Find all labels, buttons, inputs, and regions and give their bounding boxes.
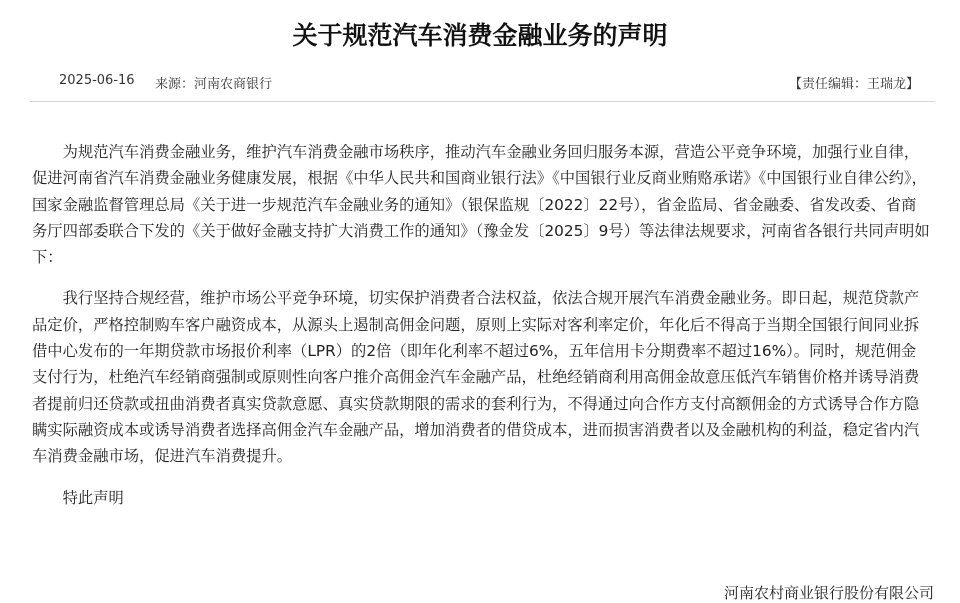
responsible-editor: 【责任编辑：王瑞龙】 bbox=[788, 77, 919, 92]
issuer-signature: 河南农村商业银行股份有限公司 bbox=[723, 584, 934, 602]
article-body bbox=[32, 139, 930, 526]
paragraph-intro: 为规范汽车消费金融业务，维护汽车消费金融市场秩序，推动汽车金融业务回归服务本源，营造公平竞争环境，加强行业自律，促进河南省汽车消费金融业务健康发展，根据《中华人民共和国商业银行法》《中国银行业反商业贿赂承诺》《中国银行业自律公约》，国家金融监督管理总局《关于进一步规范汽车金融业务的通知》（银保监规〔2022〕22号），省金监局、省金融委、省发改委、省商务厅四部委联合下发的《关于做好金融支持扩大消费工作的通知》（豫金发〔2025〕9号）等法律法规要求，河南省各银行共同声明如下： bbox=[32, 143, 930, 267]
article-title: 关于规范汽车消费金融业务的声明 bbox=[292, 21, 668, 50]
paragraph-closing: 特此声明 bbox=[62, 488, 124, 507]
publish-date: 2025-06-16 bbox=[59, 73, 135, 88]
article-source: 来源：河南农商银行 bbox=[155, 77, 273, 92]
article-meta bbox=[59, 73, 919, 93]
header-divider bbox=[30, 101, 935, 102]
paragraph-commitment: 我行坚持合规经营，维护市场公平竞争环境，切实保护消费者合法权益，依法合规开展汽车消费金融业务。即日起，规范贷款产品定价，严格控制购车客户融资成本，从源头上遏制高佣金问题，原则上实际对客利率定价，年化后不得高于当期全国银行间同业拆借中心发布的一年期贷款市场报价利率（LPR）的2倍（即年化利率不超过6%，五年信用卡分期费率不超过16%）。同时，规范佣金支付行为，杜绝汽车经销商强制或原则性向客户推介高佣金汽车金融产品，杜绝经销商利用高佣金故意压低汽车销售价格并诱导消费者提前归还贷款或扭曲消费者真实贷款意愿、真实贷款期限的需求的套利行为，不得通过向合作方支付高额佣金的方式诱导合作方隐瞒实际融资成本或诱导消费者选择高佣金汽车金融产品，增加消费者的借贷成本，进而损害消费者以及金融机构的利益，稳定省内汽车消费金融市场，促进汽车消费提升。 bbox=[32, 289, 920, 466]
